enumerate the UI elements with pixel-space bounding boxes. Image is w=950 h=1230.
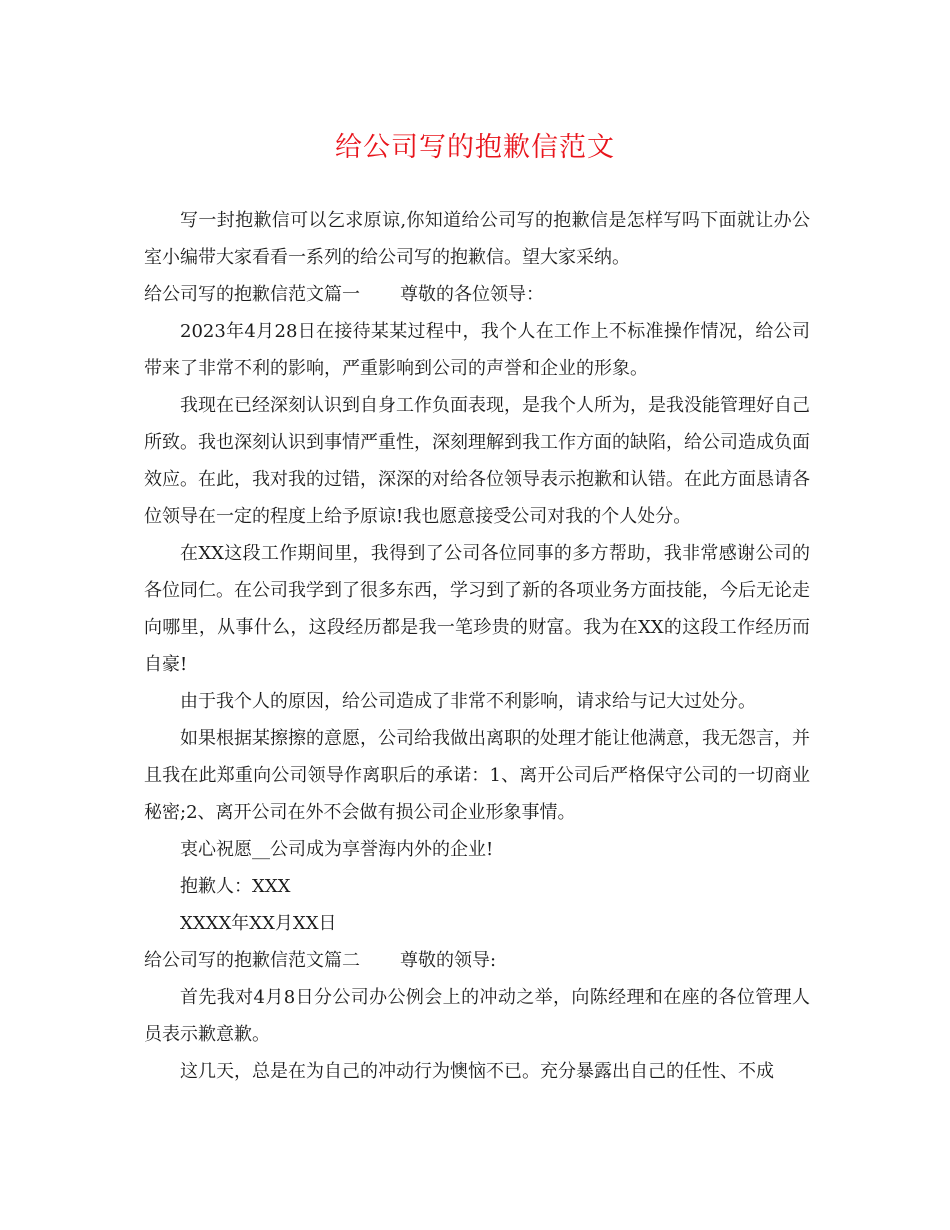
- paragraph: 这几天，总是在为自己的冲动行为懊恼不已。充分暴露出自己的任性、不成: [180, 1061, 774, 1082]
- closing-wish: 衷心祝愿__公司成为享誉海内外的企业!: [180, 839, 494, 860]
- section-1-salutation: 尊敬的各位领导：: [400, 284, 544, 305]
- paragraph: 2023年4月28日在接待某某过程中，我个人在工作上不标准操作情况，给公司带来了非常不利的影响，严重影响到公司的声誉和企业的形象。: [144, 321, 810, 379]
- paragraph: 我现在已经深刻认识到自身工作负面表现，是我个人所为，是我没能管理好自己所致。我也深刻认识到事情严重性，深刻理解到我工作方面的缺陷，给公司造成负面效应。在此，我对我的过错，深深的对给各位领导表示抱歉和认错。在此方面恳请各位领导在一定的程度上给予原谅!我也愿意接受公司对我的个人处分。: [144, 395, 810, 527]
- section-2-heading: 给公司写的抱歉信范文篇二: [144, 950, 360, 971]
- section-2-salutation: 尊敬的领导:: [400, 950, 497, 971]
- paragraph: 由于我个人的原因，给公司造成了非常不利影响，请求给与记大过处分。: [180, 691, 756, 712]
- paragraph: 如果根据某擦擦的意愿，公司给我做出离职的处理才能让他满意，我无怨言，并且我在此郑重向公司领导作离职后的承诺：1、离开公司后严格保守公司的一切商业秘密;2、离开公司在外不会做有损公司企业形象事情。: [144, 728, 810, 823]
- paragraph: 在XX这段工作期间里，我得到了公司各位同事的多方帮助，我非常感谢公司的各位同仁。在公司我学到了很多东西，学习到了新的各项业务方面技能，今后无论走向哪里，从事什么，这段经历都是我一笔珍贵的财富。我为在XX的这段工作经历而自豪!: [144, 543, 810, 675]
- intro-paragraph: 写一封抱歉信可以乞求原谅,你知道给公司写的抱歉信是怎样写吗下面就让办公室小编带大家看看一系列的给公司写的抱歉信。望大家采纳。: [144, 210, 810, 268]
- paragraph: 首先我对4月8日分公司办公例会上的冲动之举，向陈经理和在座的各位管理人员表示歉意歉。: [144, 987, 810, 1045]
- signature: 抱歉人：XXX: [180, 876, 291, 897]
- section-1-heading: 给公司写的抱歉信范文篇一: [144, 284, 360, 305]
- section-1-heading-line: [144, 276, 810, 313]
- document-body: [144, 202, 810, 1090]
- section-2-heading-line: [144, 942, 810, 979]
- date: XXXX年XX月XX日: [180, 913, 337, 934]
- page-title: 给公司写的抱歉信范文: [335, 132, 615, 163]
